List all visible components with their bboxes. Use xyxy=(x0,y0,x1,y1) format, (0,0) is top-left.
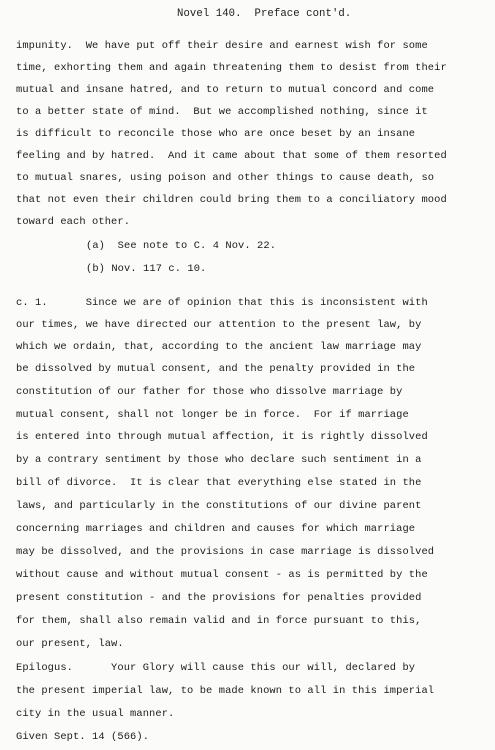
text-line: for them, shall also remain valid and in force pursuant to this, xyxy=(16,615,422,627)
text-line: the present imperial law, to be made known to all in this imperial xyxy=(16,685,435,697)
text-line: city in the usual manner. xyxy=(16,708,175,720)
text-line: constitution of our father for those who dissolve marriage by xyxy=(16,386,403,398)
date-line: Given Sept. 14 (566). xyxy=(16,731,150,743)
footnote: (b) Nov. 117 c. 10. xyxy=(86,263,207,275)
text-line: time, exhorting them and again threatening them to desist from their xyxy=(16,62,447,74)
text-line: is difficult to reconcile those who are once beset by an insane xyxy=(16,128,416,140)
text-line: bill of divorce. It is clear that everything else stated in the xyxy=(16,477,422,489)
text-line: laws, and particularly in the constitutions of our divine parent xyxy=(16,500,422,512)
text-line: mutual consent, shall not longer be in force. For if marriage xyxy=(16,409,409,421)
text-line: concerning marriages and children and causes for which marriage xyxy=(16,523,416,535)
text-line: which we ordain, that, according to the ancient law marriage may xyxy=(16,341,422,353)
text-line: is entered into through mutual affection, it is rightly dissolved xyxy=(16,431,428,443)
text-line: toward each other. xyxy=(16,216,131,228)
text-line: our present, law. xyxy=(16,638,124,650)
text-line: that not even their children could bring them to a conciliatory mood xyxy=(16,194,447,206)
text-line: to mutual snares, using poison and other things to cause death, so xyxy=(16,172,435,184)
text-line: our times, we have directed our attention to the present law, by xyxy=(16,319,422,331)
text-line: mutual and insane hatred, and to return to mutual concord and come xyxy=(16,84,435,96)
page-header: Novel 140. Preface cont'd. xyxy=(177,8,352,20)
text-line: present constitution - and the provisions for penalties provided xyxy=(16,592,422,604)
text-line: Epilogus. Your Glory will cause this our will, declared by xyxy=(16,662,416,674)
text-line: by a contrary sentiment by those who declare such sentiment in a xyxy=(16,454,422,466)
text-line: c. 1. Since we are of opinion that this is inconsistent with xyxy=(16,297,428,309)
footnote: (a) See note to C. 4 Nov. 22. xyxy=(86,240,277,252)
text-line: impunity. We have put off their desire and earnest wish for some xyxy=(16,40,428,52)
text-line: may be dissolved, and the provisions in case marriage is dissolved xyxy=(16,546,435,558)
text-line: to a better state of mind. But we accomplished nothing, since it xyxy=(16,106,428,118)
text-line: without cause and without mutual consent - as is permitted by the xyxy=(16,569,428,581)
text-line: feeling and by hatred. And it came about that some of them resorted xyxy=(16,150,447,162)
text-line: be dissolved by mutual consent, and the penalty provided in the xyxy=(16,363,416,375)
